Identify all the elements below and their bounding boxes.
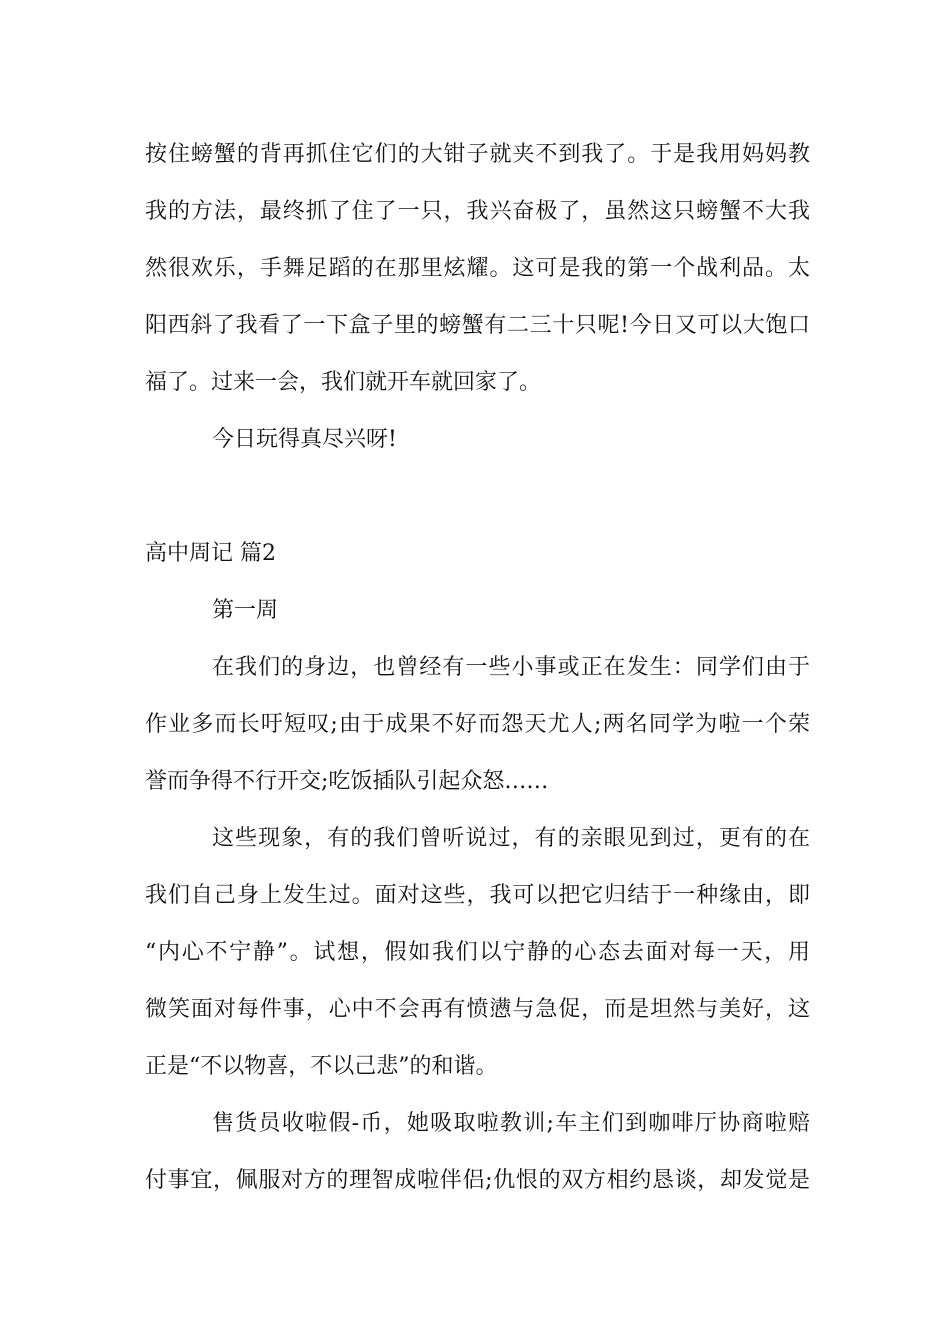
section-heading: 高中周记 篇2	[145, 541, 276, 566]
paragraph-line: 这些现象，有的我们曾听说过，有的亲眼见到过，更有的在	[212, 826, 810, 851]
paragraph-line: “内心不宁静”。试想，假如我们以宁静的心态去面对每一天，用	[145, 940, 810, 965]
section-subheading: 第一周	[212, 598, 279, 623]
paragraph-line: 我们自己身上发生过。面对这些，我可以把它归结于一种缘由，即	[145, 883, 810, 908]
paragraph-line: 售货员收啦假-币，她吸取啦教训;车主们到咖啡厅协商啦赔	[212, 1111, 810, 1136]
paragraph-line: 誉而争得不行开交;吃饭插队引起众怒……	[145, 769, 549, 794]
paragraph-line: 在我们的身边，也曾经有一些小事或正在发生：同学们由于	[212, 655, 810, 680]
paragraph-line: 按住螃蟹的背再抓住它们的大钳子就夹不到我了。于是我用妈妈教	[145, 142, 810, 167]
closing-line: 今日玩得真尽兴呀!	[212, 427, 397, 452]
paragraph-line: 付事宜，佩服对方的理智成啦伴侣;仇恨的双方相约恳谈，却发觉是	[145, 1168, 810, 1193]
paragraph-line: 微笑面对每件事，心中不会再有愤懑与急促，而是坦然与美好，这	[145, 997, 810, 1022]
paragraph-line: 阳西斜了我看了一下盒子里的螃蟹有二三十只呢!今日又可以大饱口	[145, 313, 810, 338]
paragraph-line: 我的方法，最终抓了住了一只，我兴奋极了，虽然这只螃蟹不大我	[145, 199, 810, 224]
paragraph-line: 正是“不以物喜，不以己悲”的和谐。	[145, 1054, 498, 1079]
paragraph-line: 福了。过来一会，我们就开车就回家了。	[145, 370, 542, 395]
paragraph-line: 然很欢乐，手舞足蹈的在那里炫耀。这可是我的第一个战利品。太	[145, 256, 810, 281]
paragraph-line: 作业多而长吁短叹;由于成果不好而怨天尤人;两名同学为啦一个荣	[145, 712, 810, 737]
